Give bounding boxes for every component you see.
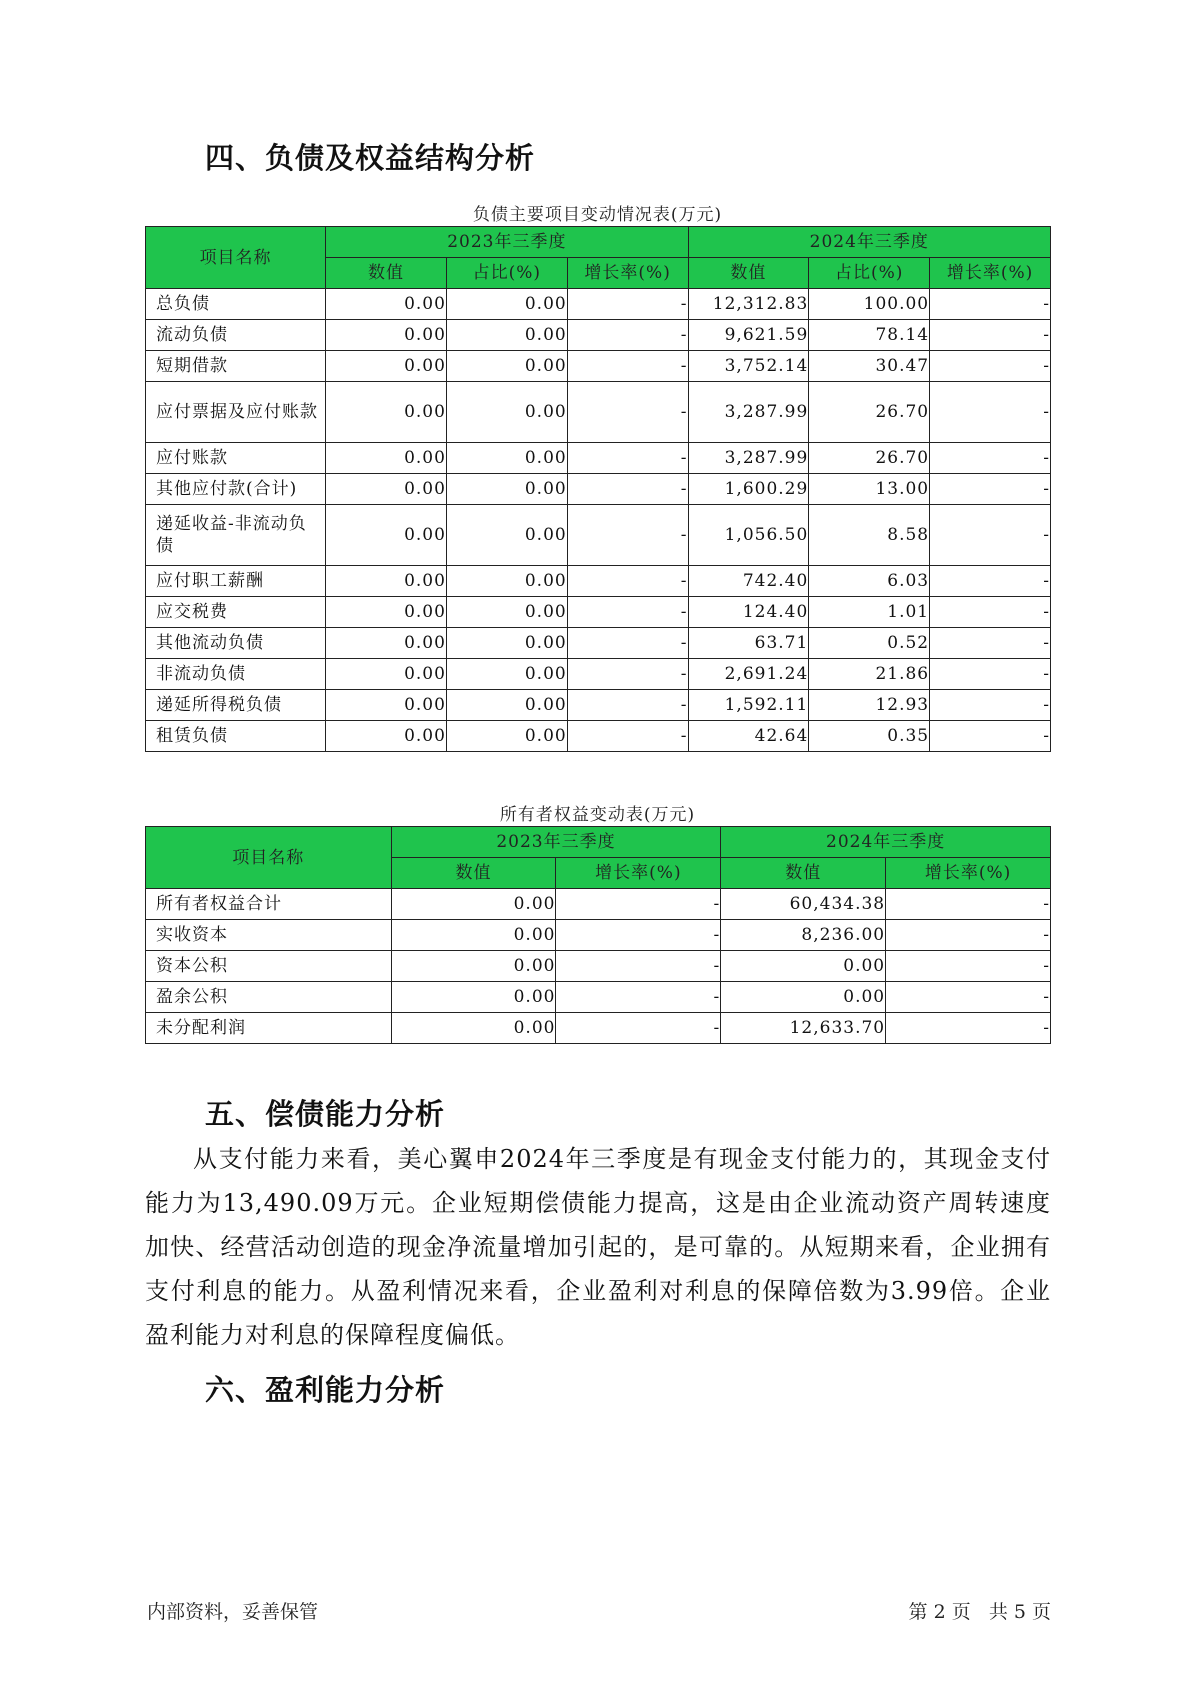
share-2024-cell: 78.14: [809, 320, 930, 351]
share-2023-cell: 0.00: [446, 690, 567, 721]
row-name-cell: 应付职工薪酬: [146, 566, 326, 597]
growth-2023-cell: -: [567, 351, 688, 382]
section-title-solvency: 五、偿债能力分析: [205, 1097, 446, 1131]
growth-2024-cell: -: [930, 289, 1051, 320]
value-2024-cell: 9,621.59: [688, 320, 809, 351]
table-row: [146, 474, 1051, 505]
value-2024-cell: 12,312.83: [688, 289, 809, 320]
table-row: [146, 382, 1051, 443]
table-row: [146, 659, 1051, 690]
value-2023-cell: 0.00: [326, 597, 447, 628]
value-2023-cell: 0.00: [326, 320, 447, 351]
value-2024-cell: 2,691.24: [688, 659, 809, 690]
sub-header-value: 数值: [326, 258, 447, 289]
sub-header-value: 数值: [688, 258, 809, 289]
growth-2024-cell: -: [886, 1013, 1051, 1044]
growth-2023-cell: -: [567, 597, 688, 628]
share-2023-cell: 0.00: [446, 659, 567, 690]
value-2023-cell: 0.00: [326, 443, 447, 474]
table-row: [146, 351, 1051, 382]
value-2024-cell: 0.00: [721, 982, 886, 1013]
table-row: [146, 721, 1051, 752]
growth-2023-cell: -: [567, 320, 688, 351]
share-2024-cell: 26.70: [809, 382, 930, 443]
growth-2024-cell: -: [930, 351, 1051, 382]
row-name-cell: 递延收益-非流动负债: [146, 505, 326, 566]
share-2023-cell: 0.00: [446, 382, 567, 443]
value-2023-cell: 0.00: [391, 1013, 556, 1044]
share-2023-cell: 0.00: [446, 721, 567, 752]
value-2024-cell: 0.00: [721, 951, 886, 982]
table-row: [146, 597, 1051, 628]
sub-header-share: 占比(%): [809, 258, 930, 289]
growth-2024-cell: -: [930, 566, 1051, 597]
growth-2024-cell: -: [886, 889, 1051, 920]
col-header-item: 项目名称: [146, 227, 326, 289]
table-row: [146, 505, 1051, 566]
growth-2023-cell: -: [567, 443, 688, 474]
table-row: [146, 289, 1051, 320]
equity-table-caption: 所有者权益变动表(万元): [499, 805, 696, 825]
value-2023-cell: 0.00: [391, 920, 556, 951]
equity-table: [145, 826, 1051, 1044]
table-row: [146, 920, 1051, 951]
value-2024-cell: 124.40: [688, 597, 809, 628]
value-2024-cell: 8,236.00: [721, 920, 886, 951]
table-row: [146, 889, 1051, 920]
growth-2023-cell: -: [567, 659, 688, 690]
growth-2024-cell: -: [930, 443, 1051, 474]
equity-table-body: [146, 889, 1051, 1044]
value-2024-cell: 12,633.70: [721, 1013, 886, 1044]
share-2024-cell: 0.52: [809, 628, 930, 659]
liabilities-table-caption: 负债主要项目变动情况表(万元): [472, 205, 723, 225]
growth-2024-cell: -: [930, 628, 1051, 659]
table-row: [146, 566, 1051, 597]
share-2024-cell: 6.03: [809, 566, 930, 597]
value-2023-cell: 0.00: [391, 951, 556, 982]
row-name-cell: 总负债: [146, 289, 326, 320]
share-2023-cell: 0.00: [446, 597, 567, 628]
row-name-cell: 应交税费: [146, 597, 326, 628]
sub-header-growth: 增长率(%): [886, 858, 1051, 889]
col-header-2024: 2024年三季度: [721, 827, 1051, 858]
row-name-cell: 其他流动负债: [146, 628, 326, 659]
sub-header-value: 数值: [391, 858, 556, 889]
growth-2024-cell: -: [930, 474, 1051, 505]
section-title-profitability: 六、盈利能力分析: [205, 1373, 446, 1407]
footer-page-number: 第 2 页 共 5 页: [908, 1601, 1051, 1623]
value-2023-cell: 0.00: [391, 982, 556, 1013]
table-row: [146, 1013, 1051, 1044]
value-2023-cell: 0.00: [326, 690, 447, 721]
share-2023-cell: 0.00: [446, 351, 567, 382]
growth-2023-cell: -: [567, 382, 688, 443]
growth-2023-cell: -: [567, 289, 688, 320]
row-name-cell: 未分配利润: [146, 1013, 392, 1044]
share-2024-cell: 100.00: [809, 289, 930, 320]
growth-2024-cell: -: [930, 690, 1051, 721]
sub-header-growth: 增长率(%): [567, 258, 688, 289]
row-name-cell: 实收资本: [146, 920, 392, 951]
value-2024-cell: 60,434.38: [721, 889, 886, 920]
row-name-cell: 流动负债: [146, 320, 326, 351]
growth-2023-cell: -: [556, 1013, 721, 1044]
sub-header-growth: 增长率(%): [930, 258, 1051, 289]
growth-2023-cell: -: [556, 920, 721, 951]
growth-2024-cell: -: [930, 659, 1051, 690]
liabilities-table-body: [146, 289, 1051, 752]
growth-2023-cell: -: [556, 951, 721, 982]
growth-2024-cell: -: [930, 721, 1051, 752]
value-2024-cell: 1,600.29: [688, 474, 809, 505]
value-2023-cell: 0.00: [326, 628, 447, 659]
value-2023-cell: 0.00: [326, 382, 447, 443]
liabilities-table: [145, 226, 1051, 752]
share-2024-cell: 1.01: [809, 597, 930, 628]
section-title-liabilities: 四、负债及权益结构分析: [205, 141, 536, 175]
col-header-2023: 2023年三季度: [326, 227, 688, 258]
footer-left-note: 内部资料，妥善保管: [147, 1601, 319, 1623]
value-2023-cell: 0.00: [326, 474, 447, 505]
share-2024-cell: 26.70: [809, 443, 930, 474]
value-2024-cell: 1,592.11: [688, 690, 809, 721]
share-2023-cell: 0.00: [446, 289, 567, 320]
row-name-cell: 短期借款: [146, 351, 326, 382]
row-name-cell: 所有者权益合计: [146, 889, 392, 920]
share-2024-cell: 0.35: [809, 721, 930, 752]
share-2023-cell: 0.00: [446, 474, 567, 505]
value-2024-cell: 1,056.50: [688, 505, 809, 566]
growth-2023-cell: -: [567, 566, 688, 597]
growth-2024-cell: -: [886, 951, 1051, 982]
value-2023-cell: 0.00: [391, 889, 556, 920]
share-2023-cell: 0.00: [446, 320, 567, 351]
value-2024-cell: 3,287.99: [688, 443, 809, 474]
value-2024-cell: 3,287.99: [688, 382, 809, 443]
value-2023-cell: 0.00: [326, 505, 447, 566]
growth-2023-cell: -: [567, 721, 688, 752]
value-2023-cell: 0.00: [326, 289, 447, 320]
growth-2024-cell: -: [930, 382, 1051, 443]
growth-2023-cell: -: [556, 982, 721, 1013]
share-2024-cell: 30.47: [809, 351, 930, 382]
row-name-cell: 递延所得税负债: [146, 690, 326, 721]
table-row: [146, 443, 1051, 474]
table-row: [146, 982, 1051, 1013]
growth-2024-cell: -: [930, 320, 1051, 351]
table-row: [146, 951, 1051, 982]
row-name-cell: 盈余公积: [146, 982, 392, 1013]
row-name-cell: 租赁负债: [146, 721, 326, 752]
share-2023-cell: 0.00: [446, 628, 567, 659]
share-2023-cell: 0.00: [446, 505, 567, 566]
row-name-cell: 应付账款: [146, 443, 326, 474]
row-name-cell: 非流动负债: [146, 659, 326, 690]
value-2024-cell: 63.71: [688, 628, 809, 659]
table-row: [146, 628, 1051, 659]
growth-2024-cell: -: [886, 920, 1051, 951]
col-header-2024: 2024年三季度: [688, 227, 1050, 258]
share-2024-cell: 21.86: [809, 659, 930, 690]
share-2023-cell: 0.00: [446, 443, 567, 474]
row-name-cell: 资本公积: [146, 951, 392, 982]
row-name-cell: 应付票据及应付账款: [146, 382, 326, 443]
growth-2024-cell: -: [930, 597, 1051, 628]
value-2023-cell: 0.00: [326, 721, 447, 752]
growth-2023-cell: -: [556, 889, 721, 920]
table-row: [146, 690, 1051, 721]
sub-header-share: 占比(%): [446, 258, 567, 289]
share-2024-cell: 8.58: [809, 505, 930, 566]
growth-2023-cell: -: [567, 505, 688, 566]
growth-2023-cell: -: [567, 690, 688, 721]
value-2024-cell: 42.64: [688, 721, 809, 752]
row-name-cell: 其他应付款(合计): [146, 474, 326, 505]
growth-2024-cell: -: [886, 982, 1051, 1013]
growth-2023-cell: -: [567, 474, 688, 505]
sub-header-value: 数值: [721, 858, 886, 889]
solvency-paragraph: 从支付能力来看，美心翼申2024年三季度是有现金支付能力的，其现金支付能力为13,490.09万元。企业短期偿债能力提高，这是由企业流动资产周转速度加快、经营活动创造的现金净流量增加引起的，是可靠的。从短期来看，企业拥有支付利息的能力。从盈利情况来看，企业盈利对利息的保障倍数为3.99倍。企业盈利能力对利息的保障程度偏低。: [145, 1145, 1051, 1349]
growth-2023-cell: -: [567, 628, 688, 659]
table-row: [146, 320, 1051, 351]
col-header-2023: 2023年三季度: [391, 827, 721, 858]
share-2023-cell: 0.00: [446, 566, 567, 597]
share-2024-cell: 13.00: [809, 474, 930, 505]
value-2023-cell: 0.00: [326, 351, 447, 382]
value-2023-cell: 0.00: [326, 566, 447, 597]
sub-header-growth: 增长率(%): [556, 858, 721, 889]
value-2024-cell: 3,752.14: [688, 351, 809, 382]
col-header-item: 项目名称: [146, 827, 392, 889]
share-2024-cell: 12.93: [809, 690, 930, 721]
value-2023-cell: 0.00: [326, 659, 447, 690]
value-2024-cell: 742.40: [688, 566, 809, 597]
growth-2024-cell: -: [930, 505, 1051, 566]
